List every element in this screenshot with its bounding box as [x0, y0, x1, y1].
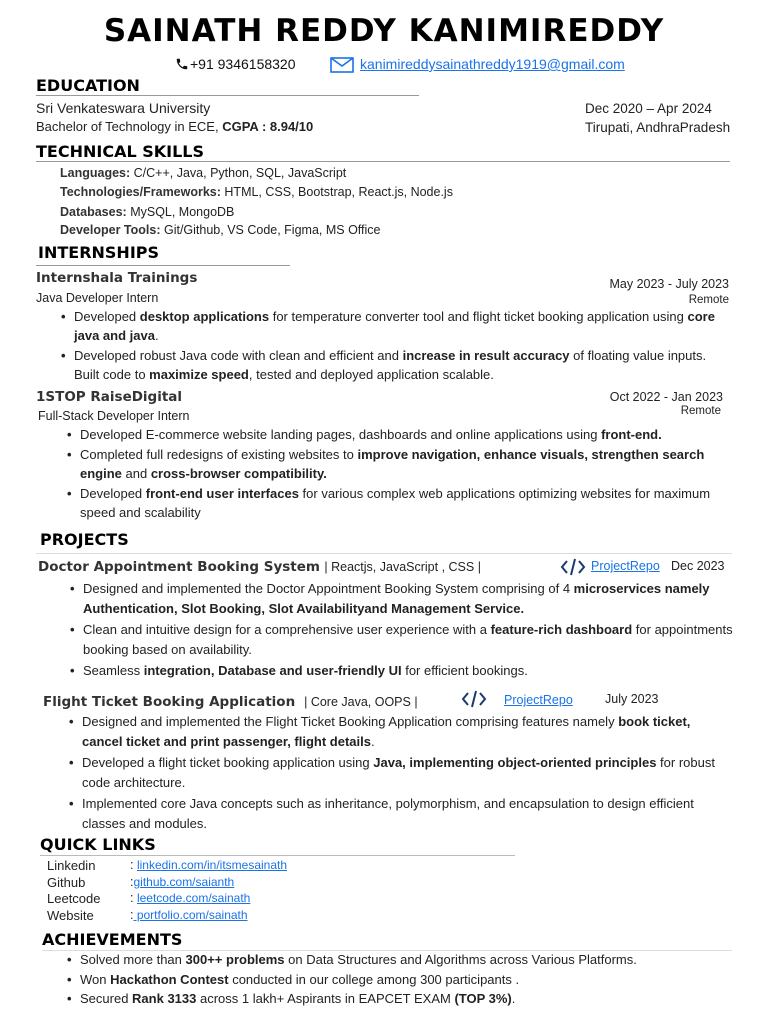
email-link[interactable]: kanimireddysainathreddy1919@gmail.com: [360, 56, 625, 72]
code-icon: [461, 690, 487, 708]
bold-text: Rank 3133: [132, 991, 197, 1006]
text: on Data Structures and Algorithms across Various Platforms.: [284, 952, 637, 967]
bold-text: front-end user interfaces: [145, 486, 299, 501]
internship-bullets: [74, 307, 734, 385]
internship-company: Internshala Trainings: [36, 270, 198, 286]
bullet-item: [82, 794, 734, 834]
skills-heading: TECHNICAL SKILLS: [36, 142, 204, 161]
degree-line: [36, 119, 313, 134]
bullet-item: [80, 971, 730, 990]
project-tech: | Reactjs, JavaScript , CSS |: [324, 560, 481, 574]
bullet-item: [80, 445, 735, 483]
bullet-item: [83, 620, 733, 660]
text: for robust code architecture.: [82, 755, 715, 790]
bullet-item: [83, 661, 733, 681]
internships-heading: INTERNSHIPS: [38, 243, 160, 262]
skill-row: Technologies/Frameworks: HTML, CSS, Bootstrap, React.js, Node.js: [60, 185, 453, 199]
education-heading: EDUCATION: [36, 76, 140, 95]
project-title: Flight Ticket Booking Application: [43, 694, 296, 710]
project-header: [38, 558, 481, 576]
candidate-name: SAINATH REDDY KANIMIREDDY: [103, 13, 665, 49]
bold-text: integration, Database and user-friendly UI: [143, 663, 402, 678]
text: Designed and implemented the Flight Ticket Booking Application comprising features namely: [82, 714, 619, 729]
leetcode-link[interactable]: leetcode.com/sainath: [136, 891, 251, 905]
internships-divider: [36, 265, 290, 266]
quick-link-row: :github.com/saianth: [130, 875, 235, 889]
project-date: July 2023: [605, 692, 659, 706]
bullet-item: [80, 425, 735, 444]
text: .: [511, 991, 516, 1006]
bold-text: core java and java: [74, 309, 715, 343]
quick-link-row: : linkedin.com/in/itsmesainath: [130, 858, 288, 872]
quick-links-divider: [40, 855, 515, 856]
text: Solved more than: [80, 952, 186, 967]
bold-text: Hackathon Contest: [110, 971, 229, 987]
degree: Bachelor of Technology in ECE,: [36, 119, 219, 134]
achievement-bullets: [80, 951, 730, 1010]
text: Implemented core Java concepts such as inheritance, polymorphism, and encapsulation to design efficient classes and modules.: [82, 796, 694, 831]
mail-icon: [330, 57, 354, 73]
internship-company: 1STOP RaiseDigital: [36, 389, 183, 405]
bullet-item: [74, 307, 734, 345]
bold-text: (TOP 3%): [454, 991, 512, 1006]
contact-line: [0, 56, 768, 74]
bullet-item: [83, 579, 733, 619]
institution: Sri Venkateswara University: [36, 100, 211, 116]
bold-text: book ticket, cancel ticket and print passenger, flight details: [82, 714, 691, 749]
project-bullets: [82, 712, 734, 835]
text: Completed full redesigns of existing websites to: [80, 447, 358, 462]
education-dates: Dec 2020 – Apr 2024: [585, 101, 712, 116]
bold-text: 300++ problems: [185, 952, 285, 967]
text: for appointments booking based on availability.: [83, 622, 733, 657]
internship-role: Full-Stack Developer Intern: [38, 409, 190, 423]
bold-text: desktop applications: [139, 309, 270, 324]
bold-text: front-end.: [601, 427, 662, 442]
bold-text: increase in result accuracy: [402, 348, 570, 363]
code-icon: [560, 558, 586, 576]
internship-location: Remote: [688, 294, 729, 306]
text: for efficient bookings.: [401, 663, 528, 678]
text: conducted in our college among 300 participants .: [228, 971, 520, 987]
bold-text: improve navigation, enhance visuals, strengthen search engine: [80, 447, 705, 481]
text: Clean and intuitive design for a comprehensive user experience with a: [83, 622, 491, 637]
text: Developed E-commerce website landing pages, dashboards and online applications using: [80, 427, 602, 442]
project-tech: | Core Java, OOPS |: [304, 695, 418, 709]
quick-link-label: Website: [47, 908, 94, 923]
quick-link-row: : portfolio.com/sainath: [130, 908, 248, 922]
cgpa: CGPA : 8.94/10: [222, 119, 314, 134]
text: for temperature converter tool and flight ticket booking application using: [269, 309, 688, 324]
bullet-item: [80, 484, 735, 522]
bold-text: maximize speed: [149, 367, 249, 382]
internship-bullets: [80, 425, 735, 523]
internship-role: Java Developer Intern: [36, 291, 159, 305]
skill-row: Databases: MySQL, MongoDB: [60, 205, 235, 219]
bold-text: feature-rich dashboard: [490, 622, 633, 637]
text: , tested and deployed application scalable.: [248, 367, 494, 382]
text: .: [370, 734, 375, 749]
text: Developed robust Java code with clean and efficient and: [74, 348, 403, 363]
project-repo-link[interactable]: ProjectRepo: [504, 693, 573, 707]
text: Designed and implemented the Doctor Appointment Booking System comprising of 4: [83, 581, 574, 596]
projects-divider: [36, 553, 732, 554]
text: and: [121, 466, 151, 481]
text: .: [154, 328, 159, 343]
project-title: Doctor Appointment Booking System: [38, 559, 320, 575]
quick-link-row: : leetcode.com/sainath: [130, 891, 251, 905]
text: for various complex web applications optimizing websites for maximum speed and scalability: [80, 486, 711, 520]
phone-icon: [175, 57, 189, 71]
bullet-item: [82, 753, 734, 793]
text: of floating value inputs. Built code to: [74, 348, 707, 382]
skill-row: Languages: C/C++, Java, Python, SQL, JavaScript: [60, 166, 347, 180]
skills-divider: [36, 161, 730, 162]
project-bullets: [83, 579, 733, 682]
bold-text: Java, implementing object-oriented principles: [373, 755, 657, 770]
internship-location: Remote: [680, 405, 721, 417]
bold-text: microservices namely Authentication, Slot Booking, Slot Availabilityand Management Service.: [83, 581, 710, 616]
quick-link-label: Linkedin: [47, 858, 96, 873]
github-link[interactable]: github.com/saianth: [133, 875, 235, 889]
quick-link-label: Leetcode: [47, 891, 101, 906]
linkedin-link[interactable]: linkedin.com/in/itsmesainath: [136, 858, 288, 872]
text: Developed: [80, 486, 146, 501]
text: Seamless: [83, 663, 144, 678]
project-repo-link[interactable]: ProjectRepo: [591, 559, 660, 573]
education-location: Tirupati, AndhraPradesh: [585, 120, 731, 135]
internship-dates: May 2023 - July 2023: [609, 277, 729, 291]
text: Secured: [80, 991, 133, 1006]
projects-heading: PROJECTS: [40, 530, 129, 549]
education-divider: [36, 95, 419, 96]
skill-row: Developer Tools: Git/Github, VS Code, Figma, MS Office: [60, 223, 381, 237]
achievements-heading: ACHIEVEMENTS: [42, 930, 183, 949]
quick-links-heading: QUICK LINKS: [40, 835, 156, 854]
text: Developed: [74, 309, 140, 324]
phone-number[interactable]: +91 9346158320: [190, 56, 296, 72]
project-date: Dec 2023: [671, 559, 725, 573]
internship-dates: Oct 2022 - Jan 2023: [609, 390, 723, 404]
bullet-item: [80, 951, 730, 970]
text: Won: [80, 971, 111, 987]
bold-text: cross-browser compatibility.: [150, 466, 327, 481]
bullet-item: [82, 712, 734, 752]
website-link[interactable]: portfolio.com/sainath: [133, 908, 248, 922]
bullet-item: [80, 990, 730, 1009]
bullet-item: [74, 346, 734, 384]
text: across 1 lakh+ Aspirants in EAPCET EXAM: [196, 991, 455, 1006]
text: Developed a flight ticket booking application using: [82, 755, 374, 770]
project-header: [43, 693, 418, 711]
quick-link-label: Github: [47, 875, 86, 890]
